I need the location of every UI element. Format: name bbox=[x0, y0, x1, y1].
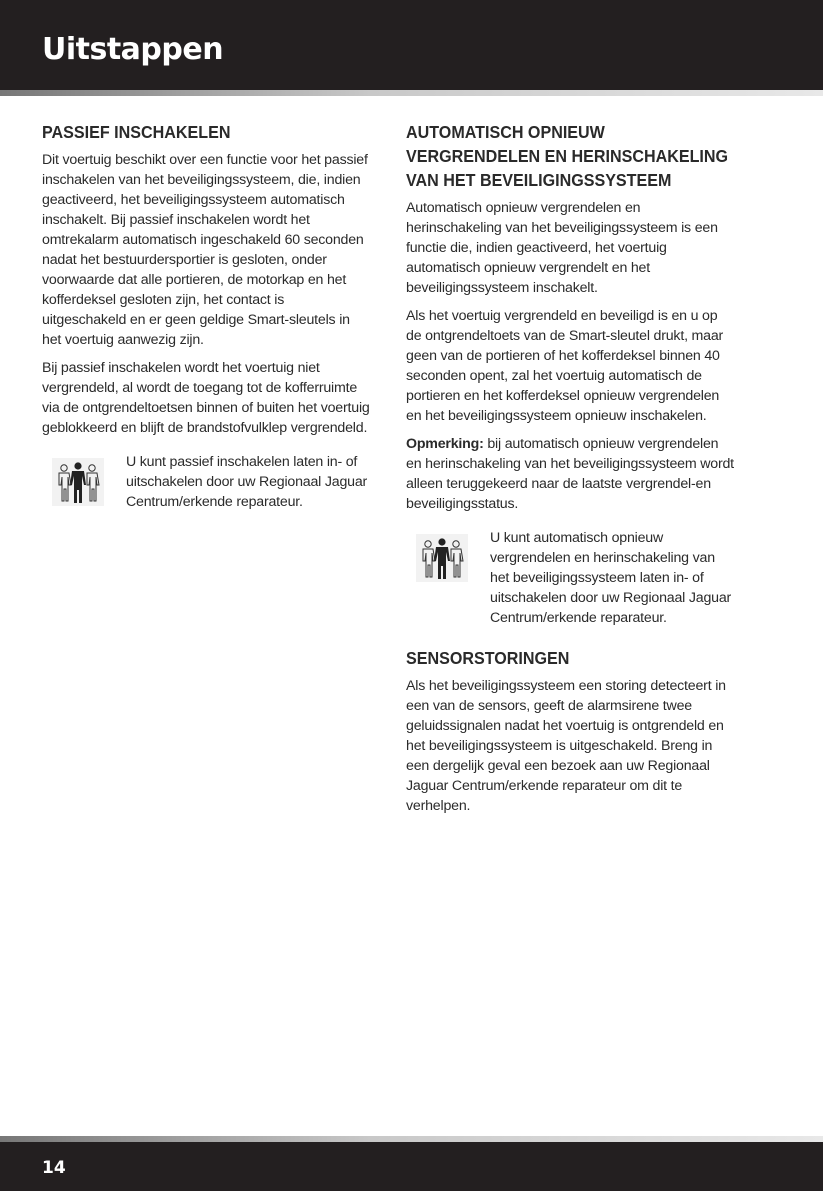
paragraph: Bij passief inschakelen wordt het voertuig niet vergrendeld, al wordt de toegang tot de kofferruimte via de ontgrendeltoetsen binnen of buiten het voertuig geblokkeerd en blijft de brandstofvulklep vergrendeld. bbox=[42, 360, 370, 436]
dealer-people-icon bbox=[416, 534, 468, 582]
page-header bbox=[0, 0, 823, 90]
paragraph: Dit voertuig beschikt over een functie voor het passief inschakelen van het beveiligingssysteem, die, indien geactiveerd, het beveiligingssysteem automatisch inschakelt. Bij passief inschakelen wordt het omtrekalarm automatisch ingeschakeld 60 seconden nadat het bestuurdersportier is gesloten, onder voorwaarde dat alle portieren, de motorkap en het kofferdeksel gesloten zijn, het contact is uitgeschakeld en er geen geldige Smart-sleutels in het voertuig aanwezig zijn. bbox=[42, 152, 368, 348]
header-divider bbox=[0, 90, 823, 96]
page-number: 14 bbox=[42, 1158, 66, 1178]
section-heading-sensorstoringen: SENSORSTORINGEN bbox=[406, 648, 570, 668]
paragraph: Als het beveiligingssysteem een storing detecteert in een van de sensors, geeft de alarmsirene twee geluidssignalen nadat het voertuig is ontgrendeld en het beveiligingssysteem is uitgeschakeld. Breng in een dergelijk geval een bezoek aan uw Regionaal Jaguar Centrum/erkende reparateur om dit te verhelpen. bbox=[406, 678, 726, 814]
dealer-notice bbox=[42, 452, 372, 512]
notice-text: U kunt passief inschakelen laten in- of uitschakelen door uw Regionaal Jaguar Centrum/erkende reparateur. bbox=[126, 454, 368, 510]
page-footer bbox=[0, 1142, 823, 1191]
note-label: Opmerking: bbox=[406, 436, 484, 452]
notice-text: U kunt automatisch opnieuw vergrendelen en herinschakeling van het beveiligingssysteem laten in- of uitschakelen door uw Regionaal Jaguar Centrum/erkende reparateur. bbox=[490, 530, 732, 626]
note-paragraph bbox=[406, 434, 736, 514]
heading-line: VAN HET BEVEILIGINGSSYSTEEM bbox=[406, 170, 672, 190]
section-heading-automatisch-opnieuw bbox=[406, 120, 729, 192]
paragraph: Als het voertuig vergrendeld en beveiligd is en u op de ontgrendeltoets van de Smart-sleutel drukt, maar geen van de portieren of het kofferdeksel binnen 40 seconden opent, zal het voertuig automatisch de portieren en het kofferdeksel opnieuw vergrendelen en het beveiligingssysteem opnieuw inschakelen. bbox=[406, 308, 724, 424]
note-text: bij automatisch opnieuw vergrendelen en herinschakeling van het beveiligingssysteem wordt alleen teruggekeerd naar de laatste vergrendel-en beveiligingsstatus. bbox=[406, 436, 734, 512]
left-column bbox=[42, 120, 372, 530]
dealer-notice bbox=[406, 528, 736, 628]
page-title: Uitstappen bbox=[42, 32, 224, 67]
section-heading-passief-inschakelen: PASSIEF INSCHAKELEN bbox=[42, 122, 231, 142]
heading-line: VERGRENDELEN EN HERINSCHAKELING bbox=[406, 146, 729, 166]
heading-line: AUTOMATISCH OPNIEUW bbox=[406, 122, 605, 142]
right-column bbox=[406, 120, 736, 824]
paragraph: Automatisch opnieuw vergrendelen en herinschakeling van het beveiligingssysteem is een functie die, indien geactiveerd, het voertuig automatisch opnieuw vergrendelt en het beveiligingssysteem inschakelt. bbox=[406, 200, 718, 296]
dealer-people-icon bbox=[52, 458, 104, 506]
